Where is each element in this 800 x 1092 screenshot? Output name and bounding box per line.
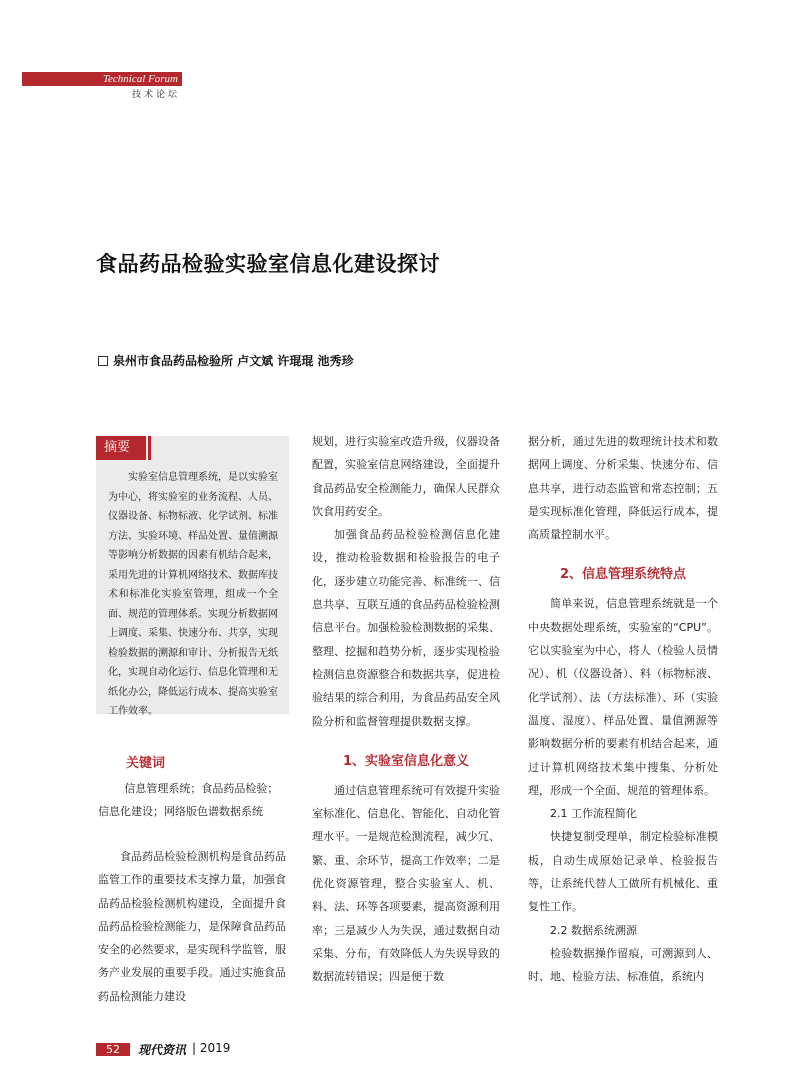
abstract-tag: 摘要 xyxy=(96,436,146,460)
section-label-cn: 技术论坛 xyxy=(131,90,180,100)
paragraph: 简单来说，信息管理系统就是一个中央数据处理系统，实验室的“CPU”。它以实验室为中心，将人（检验人员情况）、机（仪器设备）、料（标物标液、化学试剂）、法（方法标准）、环（实验温度、湿度）、样品处置、量值溯源等影响数据分析的要素有机结合起来，通过计算机网络技术集中搜集、分析处理，形成一个全面、规范的管理体系。 xyxy=(528,597,718,797)
page-number: 52 xyxy=(96,1043,130,1056)
column-1-body xyxy=(98,845,286,1008)
paragraph: 加强食品药品检验检测信息化建设，推动检验数据和检验报告的电子化，逐步建立功能完善、标准统一、信息共享、互联互通的食品药品检验检测信息平台。加强检验检测数据的采集、整理、挖掘和趋势分析，逐步实现检验检测信息资源整合和数据共享，促进检验结果的综合利用，为食品药品安全风险分析和监督管理提供数据支撑。 xyxy=(312,528,500,728)
paragraph: 通过信息管理系统可有效提升实验室标准化、信息化、智能化、自动化管理水平。一是规范检测流程，减少冗、繁、重、余环节，提高工作效率；二是优化资源管理，整合实验室人、机、料、法、环等各项要素，提高资源利用率；三是减少人为失误，通过数据自动采集、分布，有效降低人为失误导致的数据流转错误；四是便于数 xyxy=(312,783,500,984)
paragraph: 食品药品检验检测机构是食品药品监管工作的重要技术支撑力量，加强食品药品检验检测机构建设，全面提升食品药品检验检测能力，是保障食品药品安全的必然要求，是实现科学监管，服务产业发展的重要手段。通过实施食品药品检测能力建设 xyxy=(98,850,286,1003)
abstract-box xyxy=(96,436,289,717)
issue-year: | 2019 xyxy=(192,1041,231,1055)
magazine-name: 现代资讯 xyxy=(138,1043,187,1057)
authors-text: 泉州市食品药品检验所 卢文斌 许琨琨 池秀珍 xyxy=(113,354,354,368)
abstract-text: 实验室信息管理系统，是以实验室为中心，将实验室的业务流程、人员、仪器设备、标物标液、化学试剂、标准方法、实验环境、样品处置、量值溯源等影响分析数据的因素有机结合起来，采用先进的计算机网络技术、数据库技术和标准化实验室管理，组成一个全面、规范的管理体系。实现分析数据网上调度、采集、快速分布、共享，实现检验数据的溯源和审计、分析报告无纸化，实现自动化运行、信息化管理和无纸化办公，降低运行成本、提高实验室工作效率。 xyxy=(108,472,278,717)
paragraph: 规划，进行实验室改造升级，仪器设备配置，实验室信息网络建设，全面提升食品药品安全检测能力，确保人民群众饮食用药安全。 xyxy=(312,435,500,518)
column-3-body xyxy=(528,430,718,989)
authors-line xyxy=(98,352,354,369)
section-heading-2: 2、信息管理系统特点 xyxy=(559,567,687,583)
column-2-body xyxy=(312,430,500,989)
subsection-heading: 2.1 工作流程简化 xyxy=(550,807,637,821)
paragraph: 据分析，通过先进的数理统计技术和数据网上调度、分析采集、快速分布、信息共享，进行动态监管和常态控制；五是实现标准化管理，降低运行成本，提高质量控制水平。 xyxy=(528,435,718,542)
keywords-text: 信息管理系统；食品药品检验；信息化建设；网络版色谱数据系统 xyxy=(98,782,279,818)
paragraph: 检验数据操作留痕，可溯源到人、时、地、检验方法、标准值，系统内 xyxy=(528,946,718,984)
abstract-tag-bar xyxy=(148,436,151,460)
subsection-heading: 2.2 数据系统溯源 xyxy=(550,923,637,937)
keywords-title: 关键词 xyxy=(126,756,166,771)
paragraph: 快捷复制受理单，制定检验标准模板，自动生成原始记录单、检验报告等，让系统代替人工做所有机械化、重复性工作。 xyxy=(528,830,718,914)
header-band xyxy=(22,72,182,86)
checkbox-square-icon xyxy=(98,356,108,366)
section-label-en: Technical Forum xyxy=(102,73,178,85)
article-title: 食品药品检验实验室信息化建设探讨 xyxy=(96,252,440,276)
section-heading-1: 1、实验室信息化意义 xyxy=(342,753,470,769)
